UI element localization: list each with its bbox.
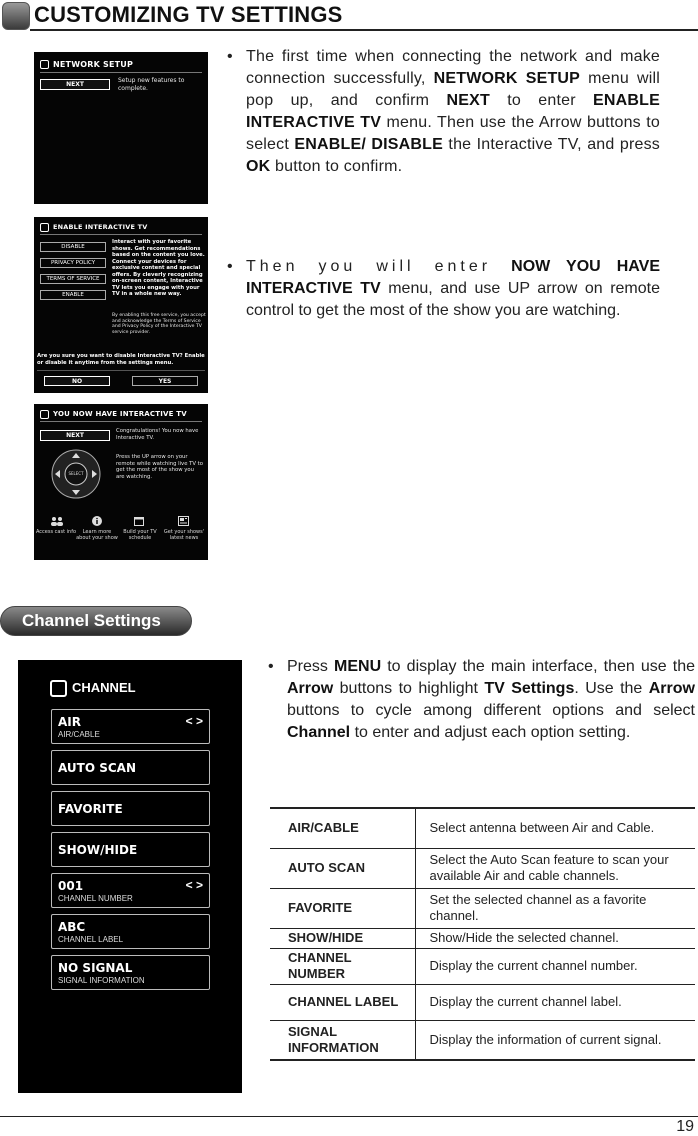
terms-of-service-button[interactable]: TERMS OF SERVICE (40, 274, 106, 284)
checkbox-icon (50, 680, 67, 697)
bullet: • (227, 258, 233, 275)
network-setup-screen (34, 52, 208, 204)
news-icon (178, 516, 189, 526)
page-title: CUSTOMIZING TV SETTINGS (34, 2, 343, 27)
table-row: AIR/CABLE Select antenna between Air and Cable. (270, 808, 695, 848)
channel-options-table (270, 807, 695, 1061)
section-title: Channel Settings (22, 611, 161, 630)
info-icon (92, 516, 102, 526)
header-icon (2, 2, 30, 30)
divider (40, 234, 202, 235)
menu-item-air-cable[interactable]: AIR AIR/CABLE < > (51, 709, 210, 744)
disable-button[interactable]: DISABLE (40, 242, 106, 252)
yes-button[interactable]: YES (132, 376, 198, 386)
table-row: CHANNEL NUMBER Display the current channel number. (270, 948, 695, 984)
page-number: 19 (676, 1118, 694, 1135)
terms-text: By enabling this free service, you accept and acknowledge the Terms of Service and Privacy Policy of the Interactive TV service provider. (112, 313, 206, 335)
menu-item-channel-label[interactable]: ABC CHANNEL LABEL (51, 914, 210, 949)
feature-news: Get your shows' latest news (163, 529, 205, 541)
menu-item-favorite[interactable]: FAVORITE (51, 791, 210, 826)
table-row: CHANNEL LABEL Display the current channel label. (270, 984, 695, 1020)
menu-item-show-hide[interactable]: SHOW/HIDE (51, 832, 210, 867)
menu-item-channel-number[interactable]: 001 CHANNEL NUMBER < > (51, 873, 210, 908)
table-row: SIGNAL INFORMATION Display the information of current signal. (270, 1020, 695, 1060)
table-row: AUTO SCAN Select the Auto Scan feature to scan your available Air and cable channels. (270, 848, 695, 888)
hint-text: Press the UP arrow on your remote while watching live TV to get the most of the show you are watching. (116, 454, 203, 480)
channel-menu-title: CHANNEL (72, 680, 136, 695)
table-row: FAVORITE Set the selected channel as a favorite channel. (270, 888, 695, 928)
network-setup-paragraph: • The first time when connecting the network and make connection successfully, NETWORK SETUP menu will pop up, and confirm NEXT to enter ENABLE INTERACTIVE TV menu. Then use the Arrow buttons to select ENABLE/ DISABLE the Interactive TV, and press OK button to confirm. (227, 48, 661, 175)
footer-rule (0, 1116, 698, 1117)
divider (40, 421, 202, 422)
next-button[interactable]: NEXT (40, 79, 110, 90)
disable-question: Are you sure you want to disable Interactive TV? Enable or disable it anytime from the settings menu. (37, 353, 205, 366)
checkbox-icon (40, 60, 49, 69)
menu-item-auto-scan[interactable]: AUTO SCAN (51, 750, 210, 785)
screen-title: NETWORK SETUP (53, 60, 134, 69)
privacy-policy-button[interactable]: PRIVACY POLICY (40, 258, 106, 268)
divider (40, 72, 202, 73)
setup-text: Setup new features to complete. (118, 77, 185, 92)
channel-paragraph: • Press MENU to display the main interface, then use the Arrow buttons to highlight TV Settings. Use the Arrow buttons to cycle among different options and select Channel to enter and adjust each option setting. (268, 658, 696, 741)
next-button[interactable]: NEXT (40, 430, 110, 441)
checkbox-icon (40, 223, 49, 232)
menu-item-signal-information[interactable]: NO SIGNAL SIGNAL INFORMATION (51, 955, 210, 990)
interactive-tv-paragraph: • Then you will enter NOW YOU HAVE INTERACTIVE TV menu, and use UP arrow on remote control to get the most of the show you are watching. (227, 258, 661, 319)
header-rule (30, 29, 698, 31)
checkbox-icon (40, 410, 49, 419)
divider (37, 370, 205, 371)
you-now-have-interactive-tv-screen (34, 404, 208, 560)
calendar-icon (134, 516, 144, 526)
feature-cast-info: Access cast info (35, 529, 77, 535)
feature-schedule: Build your TV schedule (123, 529, 157, 541)
screen-title: ENABLE INTERACTIVE TV (53, 223, 148, 231)
feature-learn-more: Learn more about your show (76, 529, 118, 541)
enable-button[interactable]: ENABLE (40, 290, 106, 300)
interactive-tv-description: Interact with your favorite shows. Get recommendations based on the content you love. Connect your devices for exclusive content and special offers. By cleverly recognizing on-screen content, Interactive TV lets you engage with your TV in a whole new way. (112, 239, 205, 297)
left-right-arrows-icon: < > (185, 714, 203, 728)
enable-interactive-tv-screen (34, 217, 208, 393)
people-icon (50, 516, 64, 526)
channel-menu-screen (18, 660, 242, 1093)
bullet: • (227, 48, 233, 65)
bullet: • (268, 658, 274, 675)
screen-title: YOU NOW HAVE INTERACTIVE TV (53, 410, 187, 418)
left-right-arrows-icon: < > (185, 878, 203, 892)
table-row: SHOW/HIDE Show/Hide the selected channel. (270, 928, 695, 948)
congrats-text: Congratulations! You now have Interactive TV. (116, 428, 199, 441)
select-label: SELECT (68, 471, 84, 476)
no-button[interactable]: NO (44, 376, 110, 386)
